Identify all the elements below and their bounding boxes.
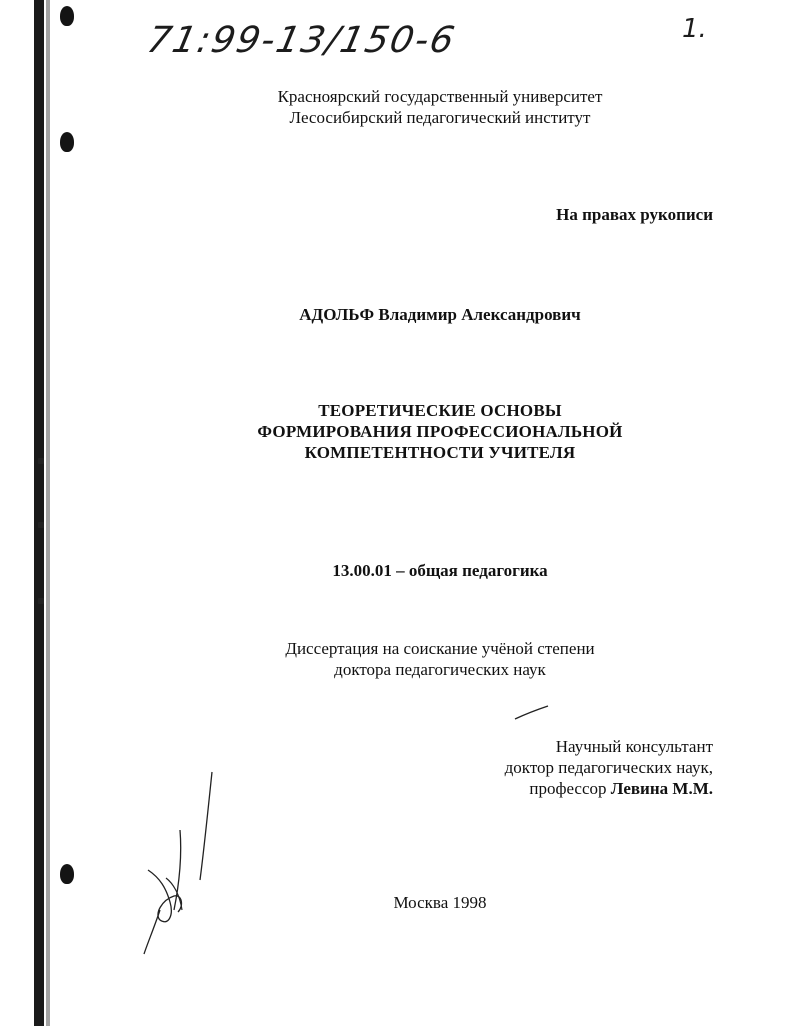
consultant-title-name	[505, 778, 713, 799]
degree-line-2: доктора педагогических наук	[334, 660, 546, 679]
dissertation-title	[0, 400, 795, 463]
manuscript-notice: На правах рукописи	[556, 205, 713, 224]
consultant-degree: доктор педагогических наук,	[504, 758, 713, 777]
handwritten-page-number: 1.	[682, 14, 707, 44]
title-line-1: ТЕОРЕТИЧЕСКИЕ ОСНОВЫ	[318, 401, 562, 420]
university-name: Красноярский государственный университет	[277, 87, 603, 106]
specialty-code: 13.00.01 – общая педагогика	[332, 561, 548, 580]
author-surname: АДОЛЬФ	[299, 305, 375, 324]
author-signature	[130, 760, 230, 960]
consultant-block	[505, 736, 713, 799]
scan-speck	[38, 598, 44, 604]
scan-binding-edge	[34, 0, 44, 1026]
title-line-3: КОМПЕТЕНТНОСТИ УЧИТЕЛЯ	[304, 443, 576, 462]
scan-speck	[38, 522, 44, 528]
institute-name: Лесосибирский педагогический институт	[289, 108, 591, 127]
author-block	[0, 304, 795, 325]
punch-hole-mark	[60, 132, 74, 152]
punch-hole-mark	[60, 864, 74, 884]
institution-block	[0, 86, 795, 128]
place-year-block	[0, 892, 795, 913]
author-given-names: Владимир Александрович	[378, 305, 581, 324]
degree-block	[0, 638, 795, 680]
title-line-2: ФОРМИРОВАНИЯ ПРОФЕССИОНАЛЬНОЙ	[257, 422, 623, 441]
handwritten-catalog-number: 71:99-13/150-6	[143, 20, 460, 61]
consultant-name: Левина М.М.	[610, 779, 713, 798]
place-year: Москва 1998	[393, 893, 487, 912]
pen-dash-mark	[512, 702, 552, 722]
author-name	[0, 304, 795, 325]
consultant-title: профессор	[529, 779, 607, 798]
degree-line-1: Диссертация на соискание учёной степени	[285, 639, 595, 658]
specialty-block	[0, 560, 795, 581]
consultant-role: Научный консультант	[555, 737, 713, 756]
scan-binding-shadow	[46, 0, 50, 1026]
punch-hole-mark	[60, 6, 74, 26]
